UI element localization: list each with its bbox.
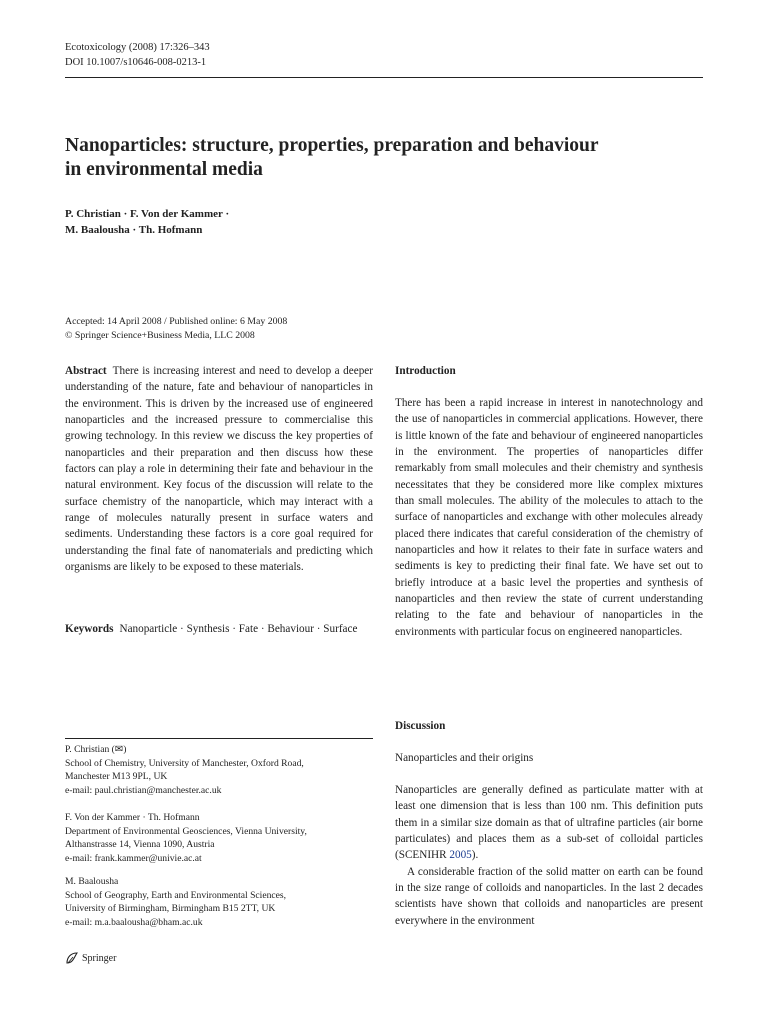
- publisher-name: Springer: [82, 952, 117, 964]
- doi: DOI 10.1007/s10646-008-0213-1: [65, 57, 207, 68]
- introduction-text: There has been a rapid increase in interest in nanotechnology and the use of nanoparticles in commercial applications. However, there is little known of the fate and behaviour of engineered nanoparticles in the environment. The properties of nanoparticles differ remarkably from small molecules and their chemistry and synthesis necessitates that they be considered more like complex mixtures than small molecules. The ability of the molecules to attach to the surface of nanoparticles and exchange with other molecules already placed there indicates that careful consideration of the chemistry of nanoparticles and how it relates to their fate in surface waters and sediments is key to predicting their final fate. We have set out to briefly introduce at a basic level the properties and synthesis of nanoparticles and then review the state of current understanding relating to the fate and behaviour of nanoparticles in the environments with particular focus on engineered nanoparticles.: [395, 397, 703, 638]
- author-list: P. Christian · F. Von der Kammer · M. Baalousha · Th. Hofmann: [65, 208, 230, 236]
- keywords: [65, 621, 373, 637]
- journal-header: [65, 40, 210, 70]
- affiliation-name: M. Baalousha: [65, 876, 119, 887]
- email-link[interactable]: e-mail: paul.christian@manchester.ac.uk: [65, 784, 222, 796]
- journal-citation: Ecotoxicology (2008) 17:326–343: [65, 42, 210, 53]
- affiliation-3: M. Baalousha School of Geography, Earth and Environmental Sciences, University of Birmingham, Birmingham B15 2TT, UK e-mail: m.a.baalousha@bham.ac.uk: [65, 875, 385, 929]
- affiliation-rule: [65, 738, 373, 739]
- abstract: [65, 363, 373, 575]
- page-footer: [65, 951, 116, 965]
- citation-link[interactable]: 2005: [449, 849, 472, 862]
- section-heading-discussion: Discussion: [395, 720, 446, 732]
- discussion-paragraph-1: Nanoparticles are generally defined as particulate matter with at least one dimension that is less than 100 nm. This definition puts them in a similar size domain as that of ultrafine particles (air borne particulates) and places them as a sub-set of colloidal particles (SCENIHR 2005). A considerable fraction of the solid matter on earth can be found in the size range of colloids and nanoparticles. In the last 2 decades scientists have shown that colloids and nanoparticles are present everywhere in the environment: [395, 782, 703, 929]
- email-link[interactable]: e-mail: m.a.baalousha@bham.ac.uk: [65, 916, 203, 928]
- copyright: © Springer Science+Business Media, LLC 2008: [65, 330, 255, 341]
- affiliation-name: P. Christian (: [65, 744, 115, 755]
- subsection-heading: Nanoparticles and their origins: [395, 752, 534, 764]
- envelope-icon[interactable]: ✉: [114, 744, 124, 755]
- publication-dates: [65, 315, 287, 343]
- header-rule: [65, 77, 703, 78]
- affiliation-1: P. Christian (✉) School of Chemistry, University of Manchester, Oxford Road, Manchester M13 9PL, UK e-mail: paul.christian@manchester.ac.uk: [65, 743, 385, 797]
- affiliation-name: F. Von der Kammer · Th. Hofmann: [65, 812, 200, 823]
- article-title: Nanoparticles: structure, properties, preparation and behaviour in environmental media: [65, 135, 599, 180]
- keywords-label: Keywords: [65, 623, 114, 635]
- affiliation-2: F. Von der Kammer · Th. Hofmann Department of Environmental Geosciences, Vienna University, Althanstrasse 14, Vienna 1090, Austria e-mail: frank.kammer@univie.ac.at: [65, 811, 385, 865]
- section-heading-introduction: Introduction: [395, 365, 456, 377]
- springer-logo-icon: [65, 951, 79, 965]
- abstract-text: There is increasing interest and need to develop a deeper understanding of the nature, fate and behaviour of nanoparticles in the environment. This is driven by the increased use of engineered nanoparticles and the increased pressure to commercialise this growing technology. In this review we discuss the key properties of nanoparticles and their preparation and then discuss how these factors can play a role in determining their fate and behaviour in the natural environment. Key focus of the discussion will relate to the surface chemistry of the nanoparticle, which may interact with a range of molecules naturally present in surface waters and sediments. Understanding these factors is a core goal required for understanding the final fate of nanomaterials and predicting which organisms are likely to be exposed to these materials.: [65, 365, 373, 574]
- discussion-paragraph-2: A considerable fraction of the solid matter on earth can be found in the size range of colloids and nanoparticles. In the last 2 decades scientists have shown that colloids and nanoparticles are present everywhere in the environment: [395, 865, 703, 927]
- abstract-label: Abstract: [65, 365, 107, 377]
- email-link[interactable]: e-mail: frank.kammer@univie.ac.at: [65, 852, 202, 864]
- accepted-date: Accepted: 14 April 2008 / Published online: 6 May 2008: [65, 316, 288, 327]
- keywords-text: Nanoparticle · Synthesis · Fate · Behaviour · Surface: [119, 623, 358, 635]
